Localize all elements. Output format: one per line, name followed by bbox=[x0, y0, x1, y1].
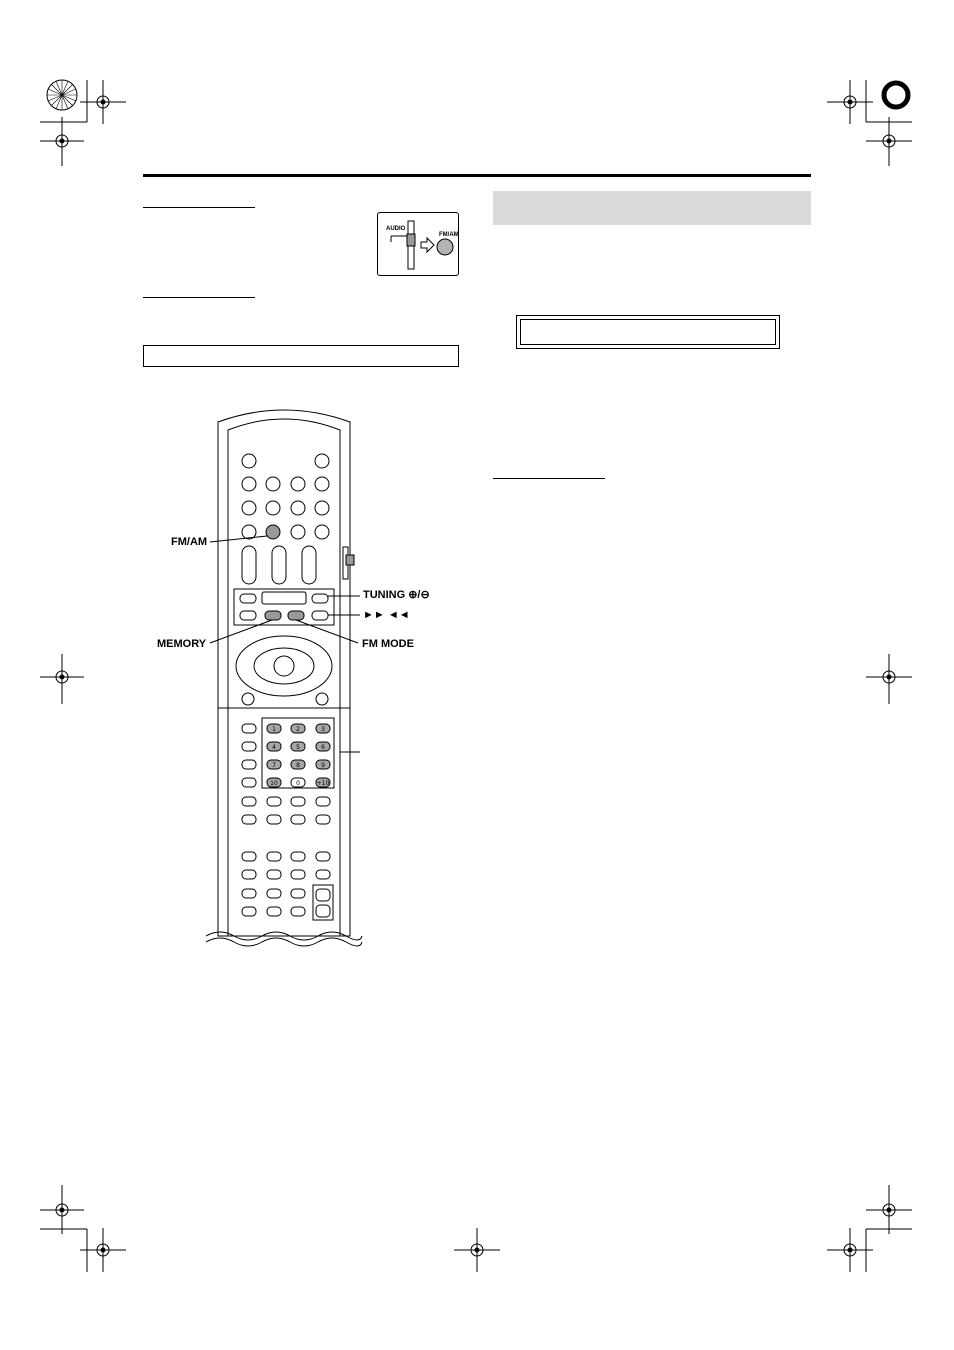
number-key-4[interactable]: 4 bbox=[272, 744, 276, 751]
fm-mode-button[interactable] bbox=[288, 611, 304, 620]
memory-button[interactable] bbox=[265, 611, 281, 620]
fm-am-callout: FM/AM bbox=[171, 536, 208, 548]
number-key-7[interactable]: 7 bbox=[272, 762, 276, 769]
number-key-1[interactable]: 1 bbox=[272, 726, 276, 733]
number-key-plus10[interactable]: +10 bbox=[316, 780, 330, 787]
number-key-3[interactable]: 3 bbox=[321, 726, 325, 733]
number-key-2[interactable]: 2 bbox=[296, 726, 300, 733]
number-key-5[interactable]: 5 bbox=[296, 744, 300, 751]
number-key-10[interactable]: 10 bbox=[270, 780, 278, 787]
fm-am-button[interactable] bbox=[266, 525, 280, 539]
number-key-0[interactable]: 0 bbox=[296, 780, 300, 787]
fm-mode-callout: FM MODE bbox=[362, 638, 414, 650]
skip-callout: ►► ◄◄ bbox=[363, 609, 410, 621]
memory-callout: MEMORY bbox=[157, 638, 207, 650]
fmam-inset-label: FM/AM bbox=[439, 232, 459, 238]
tuning-callout: TUNING ⊕/⊖ bbox=[363, 589, 430, 601]
number-key-6[interactable]: 6 bbox=[321, 744, 325, 751]
audio-label: AUDIO bbox=[386, 226, 406, 232]
number-key-8[interactable]: 8 bbox=[296, 762, 300, 769]
number-key-9[interactable]: 9 bbox=[321, 762, 325, 769]
